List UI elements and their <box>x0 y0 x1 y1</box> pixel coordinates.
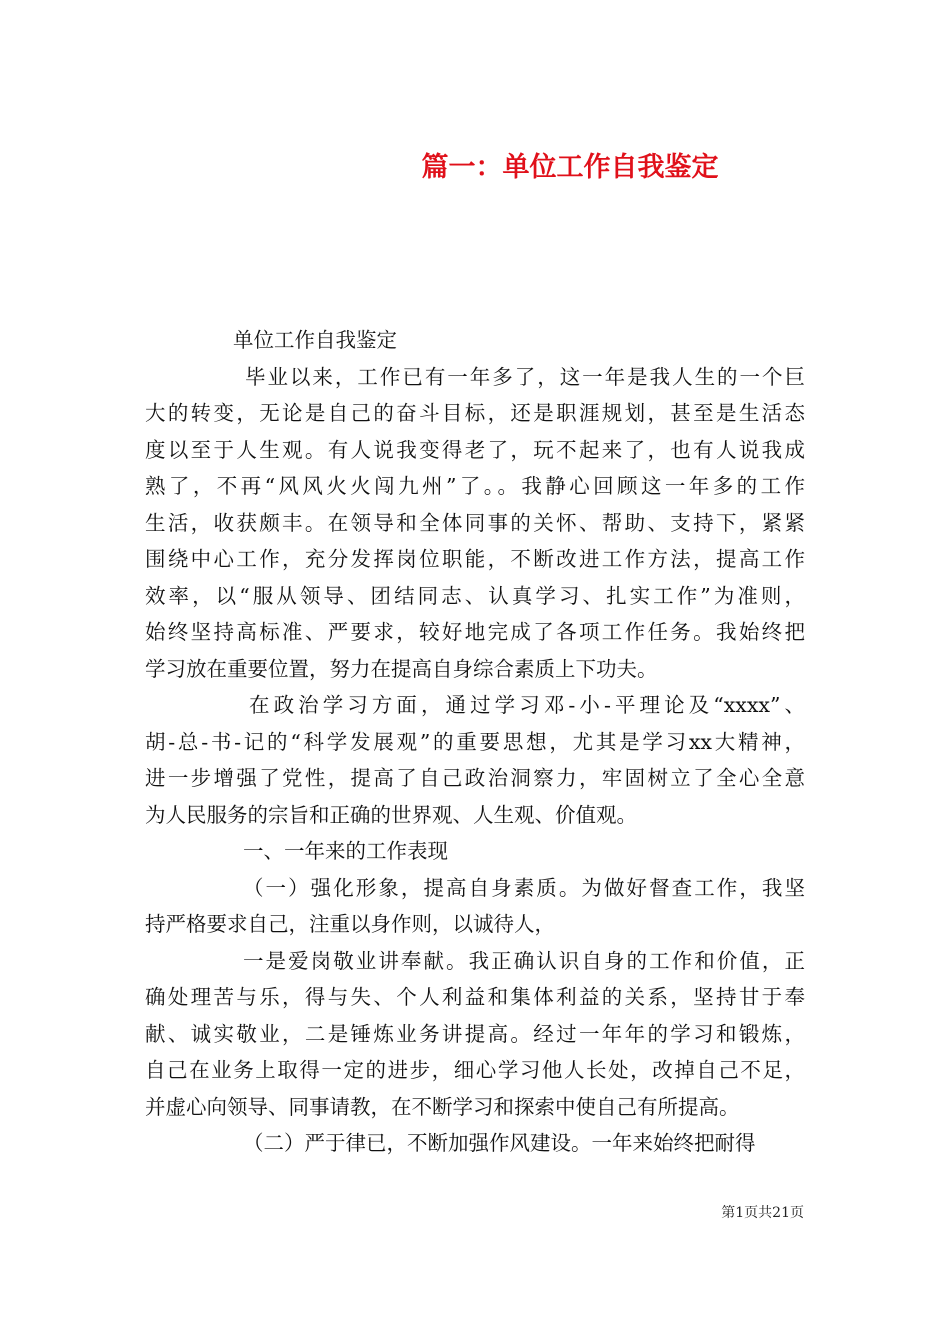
text-line: 生活，收获颇丰。在领导和全体同事的关怀、帮助、支持下，紧紧 <box>145 510 805 535</box>
text-line: 大的转变，无论是自己的奋斗目标，还是职涯规划，甚至是生活态 <box>145 401 805 425</box>
text-line: 在政治学习方面，通过学习邓-小-平理论及“xxxx”、 <box>249 693 805 717</box>
page-title: 篇一：单位工作自我鉴定 <box>421 152 719 184</box>
text-line: 并虚心向领导、同事请教，在不断学习和探索中使自己有所提高。 <box>145 1094 740 1119</box>
text-line: 学习放在重要位置，努力在提高自身综合素质上下功夫。 <box>145 656 658 681</box>
text-line: 度以至于人生观。有人说我变得老了，玩不起来了，也有人说我成 <box>145 437 805 462</box>
text-line: 一是爱岗敬业讲奉献。我正确认识自身的工作和价值，正 <box>243 948 805 973</box>
text-line: 一、一年来的工作表现 <box>243 839 448 863</box>
article-body <box>145 322 805 1162</box>
text-line: 围绕中心工作，充分发挥岗位职能，不断改进工作方法，提高工作 <box>145 547 805 571</box>
paragraph <box>145 833 805 870</box>
paragraph <box>145 359 805 688</box>
paragraph <box>145 870 805 943</box>
text-line: 始终坚持高标准、严要求，较好地完成了各项工作任务。我始终把 <box>145 620 805 644</box>
text-line: （二）严于律已，不断加强作风建设。一年来始终把耐得 <box>243 1131 756 1155</box>
text-line: 单位工作自我鉴定 <box>233 328 397 352</box>
text-line: 确处理苦与乐，得与失、个人利益和集体利益的关系，坚持甘于奉 <box>145 985 805 1009</box>
text-line: 效率，以“服从领导、团结同志、认真学习、扎实工作”为准则， <box>145 583 805 608</box>
text-line: 进一步增强了党性，提高了自己政治洞察力，牢固树立了全心全意 <box>145 766 805 790</box>
paragraph <box>145 1125 805 1162</box>
text-line: 持严格要求自己，注重以身作则，以诚待人， <box>145 912 555 936</box>
paragraph <box>145 687 805 833</box>
text-line: 自己在业务上取得一定的进步，细心学习他人长处，改掉自己不足， <box>145 1058 805 1082</box>
text-line: 熟了，不再“风风火火闯九州”了。。我静心回顾这一年多的工作 <box>145 474 805 498</box>
text-line: （一）强化形象，提高自身素质。为做好督查工作，我坚 <box>243 875 805 900</box>
page-footer: 第1页共21页 <box>721 1205 804 1221</box>
text-line: 胡-总-书-记的“科学发展观”的重要思想，尤其是学习xx大精神， <box>145 729 805 754</box>
paragraph <box>145 943 805 1126</box>
paragraph <box>145 322 805 359</box>
text-line: 为人民服务的宗旨和正确的世界观、人生观、价值观。 <box>145 802 637 827</box>
text-line: 毕业以来，工作已有一年多了，这一年是我人生的一个巨 <box>245 364 805 389</box>
text-line: 献、诚实敬业，二是锤炼业务讲提高。经过一年年的学习和锻炼， <box>145 1021 805 1046</box>
